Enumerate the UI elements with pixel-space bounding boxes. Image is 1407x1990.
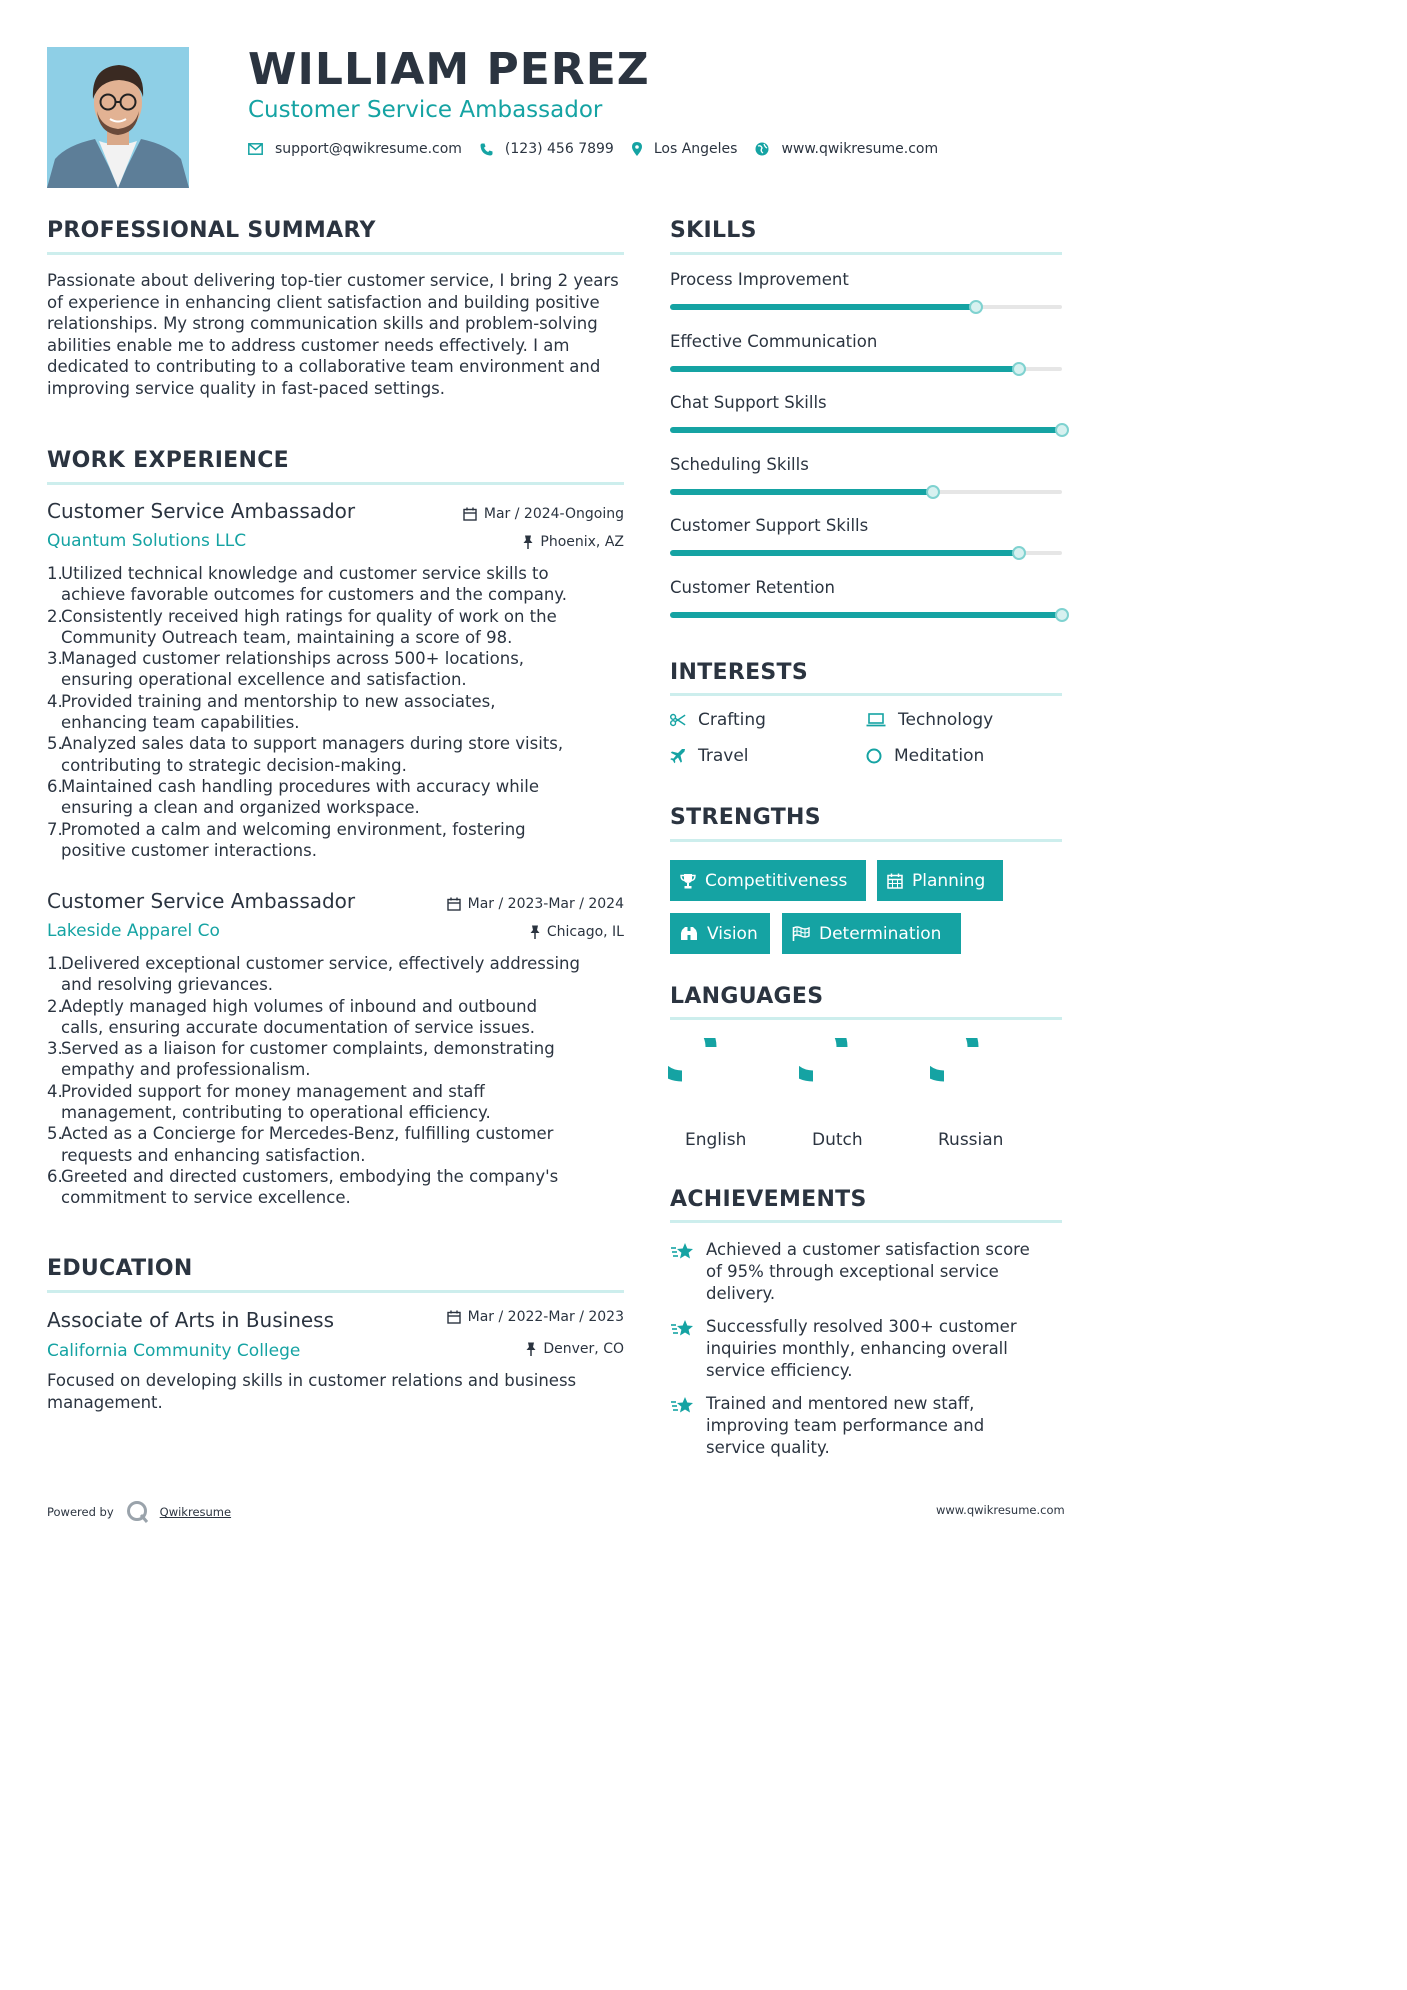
email-icon — [248, 143, 263, 155]
list-item: 6. Maintained cash handling procedures with accuracy while ensuring a clean and organized workspace. — [47, 776, 539, 818]
skill-bar-knob — [926, 485, 940, 499]
experience-divider — [47, 482, 624, 485]
job-entry-2 — [47, 888, 624, 1209]
strengths-divider — [670, 839, 1062, 842]
strength-tag-determination — [782, 913, 961, 954]
skills-heading: SKILLS — [670, 218, 757, 243]
skill-bar-knob — [1012, 362, 1026, 376]
degree-title: Associate of Arts in Business — [47, 1308, 335, 1332]
strength-tag-competitiveness — [670, 860, 866, 901]
strength-tag-vision — [670, 913, 770, 954]
pushpin-icon — [526, 1342, 536, 1356]
language-item — [668, 1038, 768, 1150]
job-location-text: Phoenix, AZ — [540, 534, 624, 550]
flag-icon — [792, 926, 810, 942]
strength-label: Vision — [707, 923, 758, 944]
phone-icon — [480, 143, 493, 156]
footer-powered-by — [47, 1500, 231, 1524]
skill-bar-track — [670, 428, 1062, 432]
strength-label: Competitiveness — [705, 870, 848, 891]
job-duties — [47, 563, 624, 861]
interest-label: Meditation — [894, 746, 985, 766]
contact-location: Los Angeles — [653, 141, 738, 157]
skill-bar-knob — [1055, 608, 1069, 622]
skill-bar-track — [670, 490, 1062, 494]
language-label: Russian — [938, 1130, 1004, 1150]
pushpin-icon — [523, 535, 533, 549]
skill-bar-track — [670, 367, 1062, 371]
list-item: 7. Promoted a calm and welcoming environment, fostering positive customer interactions. — [47, 819, 526, 860]
list-item: 3. Managed customer relationships across 500+ locations, ensuring operational excellence and satisfaction. — [47, 649, 525, 690]
interest-travel — [670, 746, 749, 766]
interest-crafting — [670, 710, 766, 730]
plane-icon — [670, 748, 686, 764]
job-dates — [463, 506, 624, 522]
interest-meditation — [866, 746, 984, 766]
contact-phone[interactable]: (123) 456 7899 — [504, 141, 614, 157]
job-company: Lakeside Apparel Co — [47, 921, 220, 941]
profile-photo — [47, 47, 189, 188]
skill-bar-knob — [1012, 546, 1026, 560]
star-award-icon — [670, 1239, 706, 1305]
job-title: Customer Service Ambassador — [47, 889, 356, 913]
skill-name: Customer Retention — [670, 577, 835, 597]
calendar-icon — [447, 1310, 461, 1324]
experience-heading: WORK EXPERIENCE — [47, 448, 289, 473]
strength-tag-planning — [877, 860, 1003, 901]
summary-heading: PROFESSIONAL SUMMARY — [47, 218, 376, 243]
laptop-icon — [866, 713, 886, 727]
achievement-item: Successfully resolved 300+ customer inquiries monthly, enhancing overall service efficiency. — [670, 1316, 1062, 1382]
skill-item — [670, 516, 1062, 555]
education-heading: EDUCATION — [47, 1256, 193, 1281]
job-location — [530, 924, 624, 940]
achievement-item: Trained and mentored new staff, improving team performance and service quality. — [670, 1393, 1062, 1459]
footer-website[interactable]: www.qwikresume.com — [936, 1503, 1065, 1517]
skill-bar-track — [670, 551, 1062, 555]
job-entry-1 — [47, 498, 624, 861]
education-description: Focused on developing skills in customer relations and business management. — [47, 1371, 577, 1412]
language-ring — [799, 1038, 899, 1116]
job-location — [523, 534, 624, 550]
skill-item — [670, 578, 1062, 617]
contact-bar — [248, 141, 956, 157]
skill-name: Effective Communication — [670, 331, 878, 351]
interest-label: Technology — [898, 710, 994, 730]
skill-name: Process Improvement — [670, 270, 849, 289]
calendar-icon — [887, 873, 903, 889]
qwikresume-logo-icon — [126, 1500, 150, 1524]
location-pin-icon — [632, 142, 642, 156]
skill-item — [670, 455, 1062, 494]
language-label: English — [685, 1130, 747, 1150]
skill-bar-fill — [670, 366, 1019, 372]
circle-icon — [866, 748, 882, 764]
interest-technology — [866, 710, 993, 730]
job-company: Quantum Solutions LLC — [47, 531, 247, 551]
languages-list — [668, 1038, 1060, 1158]
job-duties — [47, 953, 624, 1209]
school-name: California Community College — [47, 1341, 301, 1361]
interest-label: Travel — [698, 746, 749, 766]
education-location — [526, 1341, 624, 1357]
skill-bar-fill — [670, 489, 933, 495]
achievements-divider — [670, 1220, 1062, 1223]
achievements-list — [670, 1239, 1062, 1459]
summary-text: Passionate about delivering top-tier customer service, I bring 2 years of experience in enhancing client satisfaction and building positive relationships. My strong communication skills and problem-solving abilities enable me to address customer needs effectively. I am dedicated to contributing to a collaborative team environment and improving service quality in fast-paced settings. — [47, 271, 619, 398]
skill-bar-fill — [670, 427, 1062, 433]
skill-item — [670, 393, 1062, 432]
list-item: 4. Provided training and mentorship to new associates, enhancing team capabilities. — [47, 691, 496, 733]
language-item — [799, 1038, 899, 1150]
star-award-icon — [670, 1316, 706, 1382]
scissors-icon — [670, 713, 686, 727]
list-item: 1. Delivered exceptional customer service, effectively addressing and resolving grievances. — [47, 954, 580, 995]
list-item: 5. Acted as a Concierge for Mercedes-Benz, fulfilling customer requests and enhancing satisfaction. — [47, 1124, 554, 1165]
education-entry — [47, 1306, 624, 1413]
job-location-text: Chicago, IL — [546, 924, 624, 940]
trophy-icon — [680, 873, 696, 889]
job-dates-text: Mar / 2024-Ongoing — [483, 506, 624, 522]
education-dates-text: Mar / 2022-Mar / 2023 — [467, 1309, 624, 1325]
language-ring-arc — [799, 1038, 842, 1076]
job-title: Customer Service Ambassador — [47, 499, 356, 523]
skill-name: Customer Support Skills — [670, 516, 869, 535]
language-label: Dutch — [812, 1130, 863, 1150]
education-location-text: Denver, CO — [543, 1341, 624, 1357]
languages-heading: LANGUAGES — [670, 984, 824, 1009]
powered-by-label: Powered by — [47, 1505, 114, 1519]
interests-divider — [670, 693, 1062, 696]
language-ring-arc — [668, 1038, 711, 1076]
skill-bar-knob — [1055, 423, 1069, 437]
candidate-role: Customer Service Ambassador — [248, 97, 603, 123]
summary-divider — [47, 252, 624, 255]
strength-label: Determination — [819, 923, 942, 944]
list-item: 3. Served as a liaison for customer complaints, demonstrating empathy and professionalism. — [47, 1039, 555, 1080]
language-item — [930, 1038, 1030, 1150]
star-award-icon — [670, 1393, 706, 1459]
list-item: 2. Adeptly managed high volumes of inbound and outbound calls, ensuring accurate documentation of service issues. — [47, 996, 538, 1037]
language-ring — [930, 1038, 1030, 1116]
skills-divider — [670, 252, 1062, 255]
interest-label: Crafting — [698, 710, 766, 730]
list-item: 2. Consistently received high ratings for quality of work on the Community Outreach team, maintaining a score of 98. — [47, 606, 557, 647]
interests-heading: INTERESTS — [670, 660, 808, 685]
skill-bar-track — [670, 305, 1062, 309]
binoculars-icon — [680, 926, 698, 942]
skill-bar-knob — [969, 300, 983, 314]
calendar-icon — [463, 507, 477, 521]
skill-bar-fill — [670, 612, 1062, 618]
contact-email[interactable]: support@qwikresume.com — [275, 141, 462, 157]
globe-icon — [755, 142, 769, 156]
language-ring — [668, 1038, 768, 1116]
skill-item — [670, 332, 1062, 371]
list-item: 6. Greeted and directed customers, embodying the company's commitment to service excellence. — [47, 1166, 559, 1208]
skill-name: Scheduling Skills — [670, 454, 809, 474]
strengths-heading: STRENGTHS — [670, 805, 821, 830]
qwikresume-link[interactable]: Qwikresume — [159, 1505, 232, 1519]
job-dates — [447, 896, 624, 912]
achievement-item: Achieved a customer satisfaction score of 95% through exceptional service delivery. — [670, 1239, 1062, 1305]
skill-name: Chat Support Skills — [670, 393, 827, 412]
contact-website[interactable]: www.qwikresume.com — [781, 141, 939, 157]
language-ring-arc — [930, 1038, 973, 1076]
job-dates-text: Mar / 2023-Mar / 2024 — [467, 896, 624, 912]
candidate-name: WILLIAM PEREZ — [248, 44, 650, 95]
skill-item — [670, 270, 1062, 309]
skill-bar-fill — [670, 304, 976, 310]
calendar-icon — [447, 897, 461, 911]
list-item: 1. Utilized technical knowledge and customer service skills to achieve favorable outcomes for customers and the company. — [47, 564, 567, 605]
education-dates — [447, 1309, 624, 1325]
languages-divider — [670, 1017, 1062, 1020]
strength-label: Planning — [912, 870, 986, 891]
list-item: 4. Provided support for money management and staff management, contributing to operational efficiency. — [47, 1081, 491, 1123]
list-item: 5. Analyzed sales data to support managers during store visits, contributing to strategic decision-making. — [47, 734, 564, 775]
education-divider — [47, 1290, 624, 1293]
skill-bar-fill — [670, 550, 1019, 556]
pushpin-icon — [530, 925, 540, 939]
skill-bar-track — [670, 613, 1062, 617]
achievements-heading: ACHIEVEMENTS — [670, 1187, 867, 1212]
